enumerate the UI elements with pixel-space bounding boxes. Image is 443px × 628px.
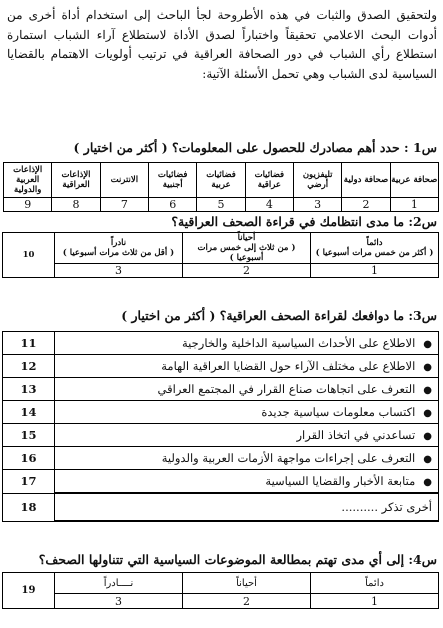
q3-item-row <box>3 401 439 424</box>
bullet-icon: ● <box>423 385 432 396</box>
bullet-icon: ● <box>423 454 432 465</box>
q2-option-label: أحياناً <box>237 233 256 243</box>
q3-item-text: متابعة الأخبار والقضايا السياسية <box>265 474 416 488</box>
q1-option-number: 1 <box>390 198 438 212</box>
q3-item-code: 11 <box>3 332 55 355</box>
q2-code: 10 <box>3 233 55 278</box>
q3-item-code: 14 <box>3 401 55 424</box>
q3-item-code: 13 <box>3 378 55 401</box>
q2-option-number: 2 <box>183 264 311 278</box>
q3-other-text: أخرى تذكر .......... <box>55 493 439 521</box>
q3-item-code: 16 <box>3 447 55 470</box>
q1-option-label: فضائيات عراقية <box>245 163 293 198</box>
q1-option-label: الإذاعات العربية والدولية <box>4 163 52 198</box>
q2-option-rarely <box>55 233 183 264</box>
q2-option-number: 1 <box>311 264 439 278</box>
q1-table <box>3 162 439 212</box>
q2-title: س2: ما مدى انتظامك في قراءة الصحف العراقية؟ <box>171 214 437 229</box>
q1-option-number: 4 <box>245 198 293 212</box>
q1-option-number: 3 <box>294 198 342 212</box>
q3-item-code: 17 <box>3 470 55 494</box>
q1-option-label: تليفزيون أرضي <box>294 163 342 198</box>
bullet-icon: ● <box>423 408 432 419</box>
q2-number-row <box>3 264 439 278</box>
q3-other-code: 18 <box>3 493 55 521</box>
q1-option-label: صحافة عربية <box>390 163 438 198</box>
q4-title: س4: إلى أي مدى تهتم بمطالعة الموضوعات السياسية التي تتناولها الصحف؟ <box>38 552 437 567</box>
q3-item <box>55 447 439 470</box>
bullet-icon: ● <box>423 362 432 373</box>
q3-item-text: التعرف على إجراءات مواجهة الأزمات العربية والدولية <box>161 451 416 465</box>
bullet-icon: ● <box>423 339 432 350</box>
q1-option-number: 9 <box>4 198 52 212</box>
q3-item-row <box>3 424 439 447</box>
q1-option-label: الإذاعات العراقية <box>52 163 100 198</box>
q4-header-row <box>3 573 439 594</box>
q2-header-row <box>3 233 439 264</box>
q1-option-label: صحافة دولية <box>342 163 390 198</box>
q3-title: س3: ما دوافعك لقراءة الصحف العراقية؟ ( أكثر من اختيار ) <box>121 308 437 323</box>
q1-number-row <box>4 198 439 212</box>
q3-item <box>55 424 439 447</box>
q2-option-label: دائماً <box>366 238 383 248</box>
q4-option-number: 1 <box>311 594 439 609</box>
q3-item-row <box>3 355 439 378</box>
q3-item-text: الاطلاع على الأحداث السياسية الداخلية والخارجية <box>182 336 416 350</box>
q2-option-sub: ( أقل من ثلاث مرات أسبوعيا ) <box>62 248 175 258</box>
q3-item-row <box>3 378 439 401</box>
q2-option-sub: ( أكثر من خمس مرات أسبوعيا ) <box>315 248 434 258</box>
q3-item <box>55 355 439 378</box>
q3-item <box>55 378 439 401</box>
q2-option-number: 3 <box>55 264 183 278</box>
q3-item <box>55 401 439 424</box>
q1-option-number: 8 <box>52 198 100 212</box>
q3-item-row <box>3 447 439 470</box>
q4-option-number: 2 <box>183 594 311 609</box>
q3-item <box>55 332 439 355</box>
q1-option-label: فضائيات عربية <box>197 163 245 198</box>
intro-paragraph: ولتحقيق الصدق والثبات في هذه الأطروحة لجأ الباحث إلى استخدام أداة أخرى من أدوات البحث الاعلامي تحقيقاً واختباراً لصدق الأداة لاستطلاع آراء الشباب استمارة استطلاع رأي الشباب في دور الصحافة العراقية في ترتيب أولويات الاهتمام بالقضايا السياسية لدى الشباب وهي تحمل الأسئلة الآتية: <box>7 8 437 81</box>
q1-option-number: 7 <box>100 198 148 212</box>
q4-code: 19 <box>3 573 55 609</box>
q3-item-text: الاطلاع على مختلف الآراء حول القضايا العراقية الهامة <box>161 359 416 373</box>
q2-option-sometimes <box>183 233 311 264</box>
q3-item-text: التعرف على اتجاهات صناع القرار في المجتمع العراقي <box>157 382 416 396</box>
q4-table <box>2 572 439 609</box>
q4-number-row <box>3 594 439 609</box>
q3-table <box>2 331 439 522</box>
q1-option-label: فضائيات أجنبية <box>149 163 197 198</box>
q4-option-label: نــــادراً <box>55 573 183 594</box>
q1-title: س1 : حدد أهم مصادرك للحصول على المعلومات؟ ( أكثر من اختيار ) <box>73 140 437 155</box>
q4-option-label: أحياناً <box>183 573 311 594</box>
q1-header-row <box>4 163 439 198</box>
q2-option-sub: ( من ثلاث إلى خمس مرات أسبوعيا ) <box>197 243 296 263</box>
q2-option-always <box>311 233 439 264</box>
q4-option-label: دائماً <box>311 573 439 594</box>
bullet-icon: ● <box>423 431 432 442</box>
q2-option-label: نادراً <box>110 238 127 248</box>
q1-option-number: 6 <box>149 198 197 212</box>
q3-item-text: اكتساب معلومات سياسية جديدة <box>261 405 416 419</box>
q3-item-row <box>3 332 439 355</box>
q2-table <box>2 232 439 278</box>
q3-item-text: تساعدني في اتخاذ القرار <box>296 428 416 442</box>
q3-other-row <box>3 493 439 521</box>
q4-option-number: 3 <box>55 594 183 609</box>
q3-item-code: 15 <box>3 424 55 447</box>
q3-item <box>55 470 439 494</box>
q3-item-code: 12 <box>3 355 55 378</box>
q1-option-label: الانترنت <box>100 163 148 198</box>
bullet-icon: ● <box>423 477 432 488</box>
q3-item-row <box>3 470 439 494</box>
q1-option-number: 5 <box>197 198 245 212</box>
q1-option-number: 2 <box>342 198 390 212</box>
